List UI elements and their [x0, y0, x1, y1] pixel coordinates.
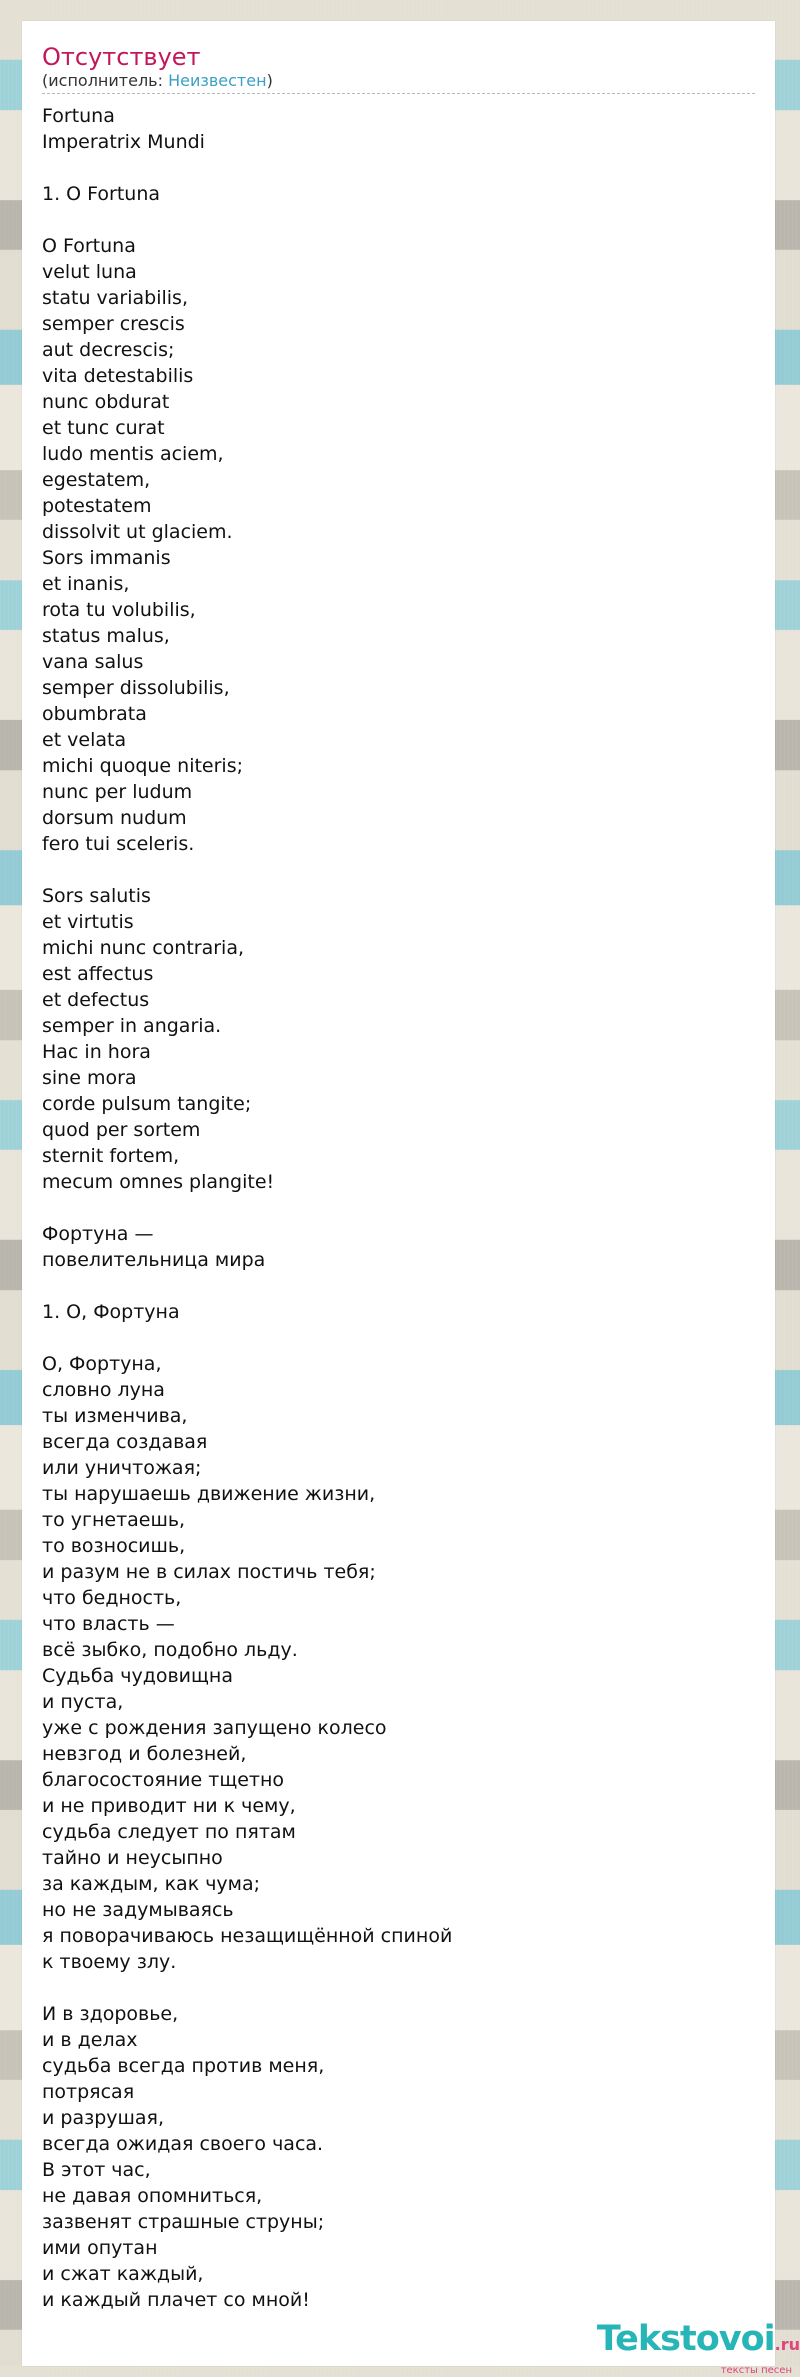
lyrics-line: obumbrata [42, 703, 147, 725]
lyrics-line: 1. О, Фортуна [42, 1301, 180, 1323]
lyrics-line: dorsum nudum [42, 807, 187, 829]
lyrics-line: ludo mentis aciem, [42, 443, 224, 465]
lyrics-line: потрясая [42, 2081, 135, 2103]
lyrics-line: Sors immanis [42, 547, 171, 569]
logo-wordmark [590, 2319, 800, 2365]
site-logo[interactable] [590, 2319, 800, 2375]
lyrics-line: В этот час, [42, 2159, 151, 2181]
lyrics-line: Sors salutis [42, 885, 151, 907]
lyrics-line: и каждый плачет со мной! [42, 2289, 310, 2311]
lyrics-line: semper in angaria. [42, 1015, 222, 1037]
lyrics-line: vana salus [42, 651, 144, 673]
lyrics-line: О, Фортуна, [42, 1353, 162, 1375]
lyrics-line: к твоему злу. [42, 1951, 177, 1973]
lyrics-line: я поворачиваюсь незащищённой спиной [42, 1925, 453, 1947]
lyrics-line: statu variabilis, [42, 287, 188, 309]
lyrics-line: sternit fortem, [42, 1145, 180, 1167]
lyrics-line: всё зыбко, подобно льду. [42, 1639, 298, 1661]
lyrics-line: aut decrescis; [42, 339, 175, 361]
lyrics-line: за каждым, как чума; [42, 1873, 261, 1895]
lyrics-line: sine mora [42, 1067, 137, 1089]
lyrics-blank-line [42, 857, 742, 883]
lyrics-line: судьба всегда против меня, [42, 2055, 325, 2077]
title-divider [42, 93, 755, 94]
logo-tagline: тексты песен [720, 2365, 792, 2376]
lyrics-line: nunc obdurat [42, 391, 170, 413]
lyrics-line: и пуста, [42, 1691, 124, 1713]
lyrics-line: и сжат каждый, [42, 2263, 204, 2285]
lyrics-line: то угнетаешь, [42, 1509, 186, 1531]
lyrics-line: уже с рождения запущено колесо [42, 1717, 387, 1739]
lyrics-text [42, 103, 742, 2313]
lyrics-line: или уничтожая; [42, 1457, 202, 1479]
lyrics-line: и не приводит ни к чему, [42, 1795, 296, 1817]
lyrics-line: Фортуна — [42, 1223, 154, 1245]
lyrics-line: не давая опомниться, [42, 2185, 263, 2207]
lyrics-blank-line [42, 1975, 742, 2001]
lyrics-card [22, 21, 800, 2376]
lyrics-line: что власть — [42, 1613, 175, 1635]
lyrics-line: повелительница мира [42, 1249, 266, 1271]
lyrics-line: semper dissolubilis, [42, 677, 230, 699]
lyrics-line: то возносишь, [42, 1535, 186, 1557]
lyrics-line: et tunc curat [42, 417, 165, 439]
lyrics-line: vita detestabilis [42, 365, 194, 387]
lyrics-line: ты изменчива, [42, 1405, 188, 1427]
logo-name: Tekstovoi [596, 2319, 775, 2359]
lyrics-line: невзгод и болезней, [42, 1743, 247, 1765]
lyrics-line: всегда ожидая своего часа. [42, 2133, 324, 2155]
lyrics-blank-line [42, 155, 742, 181]
lyrics-line: всегда создавая [42, 1431, 208, 1453]
lyrics-line: michi quoque niteris; [42, 755, 244, 777]
lyrics-line: судьба следует по пятам [42, 1821, 296, 1843]
logo-tld: .ru [774, 2335, 800, 2354]
lyrics-line: rota tu volubilis, [42, 599, 196, 621]
lyrics-line: et inanis, [42, 573, 130, 595]
lyrics-line: potestatem [42, 495, 152, 517]
lyrics-line: но не задумываясь [42, 1899, 234, 1921]
lyrics-line: semper crescis [42, 313, 185, 335]
lyrics-line: mecum omnes plangite! [42, 1171, 275, 1193]
lyrics-blank-line [42, 1273, 742, 1299]
lyrics-line: O Fortuna [42, 235, 136, 257]
lyrics-line: что бедность, [42, 1587, 182, 1609]
lyrics-line: ими опутан [42, 2237, 158, 2259]
lyrics-line: зазвенят страшные струны; [42, 2211, 325, 2233]
performer-suffix: ) [266, 71, 273, 90]
lyrics-line: est affectus [42, 963, 154, 985]
lyrics-line: et virtutis [42, 911, 134, 933]
lyrics-blank-line [42, 207, 742, 233]
lyrics-line: fero tui sceleris. [42, 833, 195, 855]
song-title: Отсутствует [42, 43, 201, 71]
lyrics-line: quod per sortem [42, 1119, 201, 1141]
lyrics-line: ты нарушаешь движение жизни, [42, 1483, 376, 1505]
lyrics-line: И в здоровье, [42, 2003, 179, 2025]
lyrics-line: благосостояние тщетно [42, 1769, 285, 1791]
lyrics-line: egestatem, [42, 469, 151, 491]
performer-line [42, 71, 273, 91]
lyrics-line: словно луна [42, 1379, 165, 1401]
performer-link[interactable]: Неизвестен [168, 71, 267, 90]
lyrics-line: Судьба чудовищна [42, 1665, 233, 1687]
lyrics-line: Imperatrix Mundi [42, 131, 205, 153]
lyrics-line: dissolvit ut glaciem. [42, 521, 233, 543]
lyrics-blank-line [42, 1325, 742, 1351]
performer-prefix: (исполнитель: [42, 71, 169, 90]
lyrics-line: nunc per ludum [42, 781, 193, 803]
lyrics-line: michi nunc contraria, [42, 937, 244, 959]
lyrics-line: velut luna [42, 261, 137, 283]
lyrics-line: 1. O Fortuna [42, 183, 161, 205]
lyrics-line: тайно и неусыпно [42, 1847, 223, 1869]
lyrics-blank-line [42, 1195, 742, 1221]
lyrics-line: и в делах [42, 2029, 138, 2051]
lyrics-line: и разум не в силах постичь тебя; [42, 1561, 376, 1583]
lyrics-line: et defectus [42, 989, 150, 1011]
lyrics-line: и разрушая, [42, 2107, 164, 2129]
lyrics-line: Hac in hora [42, 1041, 151, 1063]
lyrics-line: et velata [42, 729, 127, 751]
lyrics-line: Fortuna [42, 105, 115, 127]
lyrics-line: corde pulsum tangite; [42, 1093, 252, 1115]
lyrics-line: status malus, [42, 625, 170, 647]
